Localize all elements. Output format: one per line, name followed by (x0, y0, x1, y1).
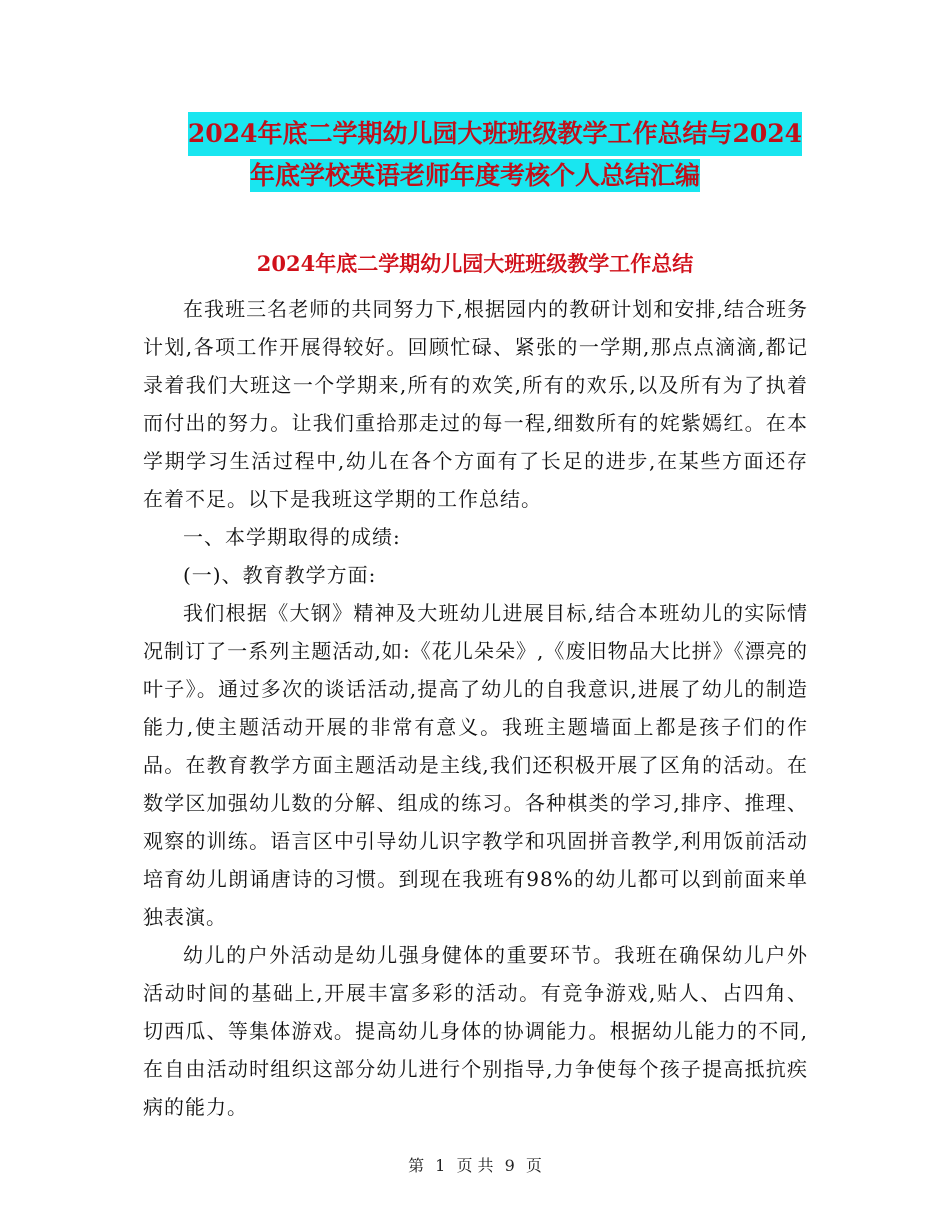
document-title (0, 112, 950, 196)
footer-suffix: 页 (525, 1156, 542, 1175)
footer-prefix: 第 (408, 1156, 425, 1175)
paragraph-teaching: 我们根据《大钢》精神及大班幼儿进展目标,结合本班幼儿的实际情况制订了一系列主题活动,如:《花儿朵朵》,《废旧物品大比拼》《漂亮的叶子》。通过多次的谈话活动,提高了幼儿的自我意识,进展了幼儿的制造能力,使主题活动开展的非常有意义。我班主题墙面上都是孩子们的作品。在教育教学方面主题活动是主线,我们还积极开展了区角的活动。在数学区加强幼儿数的分解、组成的练习。各种棋类的学习,排序、推理、观察的训练。语言区中引导幼儿识字教学和巩固拼音教学,利用饭前活动培育幼儿朗诵唐诗的习惯。到现在我班有98%的幼儿都可以到前面来单独表演。 (143, 601, 808, 929)
paragraph-intro: 在我班三名老师的共同努力下,根据园内的教研计划和安排,结合班务计划,各项工作开展得较好。回顾忙碌、紧张的一学期,那点点滴滴,都记录着我们大班这一个学期来,所有的欢笑,所有的欢乐,以及所有为了执着而付出的努力。让我们重拾那走过的每一程,细数所有的姹紫嫣红。在本学期学习生活过程中,幼儿在各个方面有了长足的进步,在某些方面还存在着不足。以下是我班这学期的工作总结。 (143, 297, 808, 511)
heading-achievements: 一、本学期取得的成绩: (183, 525, 401, 549)
heading-teaching: (一)、教育教学方面: (183, 563, 377, 587)
section-title: 2024年底二学期幼儿园大班班级教学工作总结 (256, 251, 694, 276)
footer-total-pages: 9 (504, 1156, 515, 1175)
footer-page-number: 1 (435, 1156, 446, 1175)
paragraph-outdoor: 幼儿的户外活动是幼儿强身健体的重要环节。我班在确保幼儿户外活动时间的基础上,开展丰富多彩的活动。有竞争游戏,贴人、占四角、切西瓜、等集体游戏。提高幼儿身体的协调能力。根据幼儿能力的不同,在自由活动时组织这部分幼儿进行个别指导,力争使每个孩子提高抵抗疾病的能力。 (143, 943, 808, 1119)
page-footer (0, 1156, 950, 1176)
footer-mid: 页 共 (456, 1156, 494, 1175)
title-line-1: 2024年底二学期幼儿园大班班级教学工作总结与2024 (188, 112, 802, 156)
document-body (143, 290, 808, 1126)
title-line-2: 年底学校英语老师年度考核个人总结汇编 (249, 161, 700, 190)
